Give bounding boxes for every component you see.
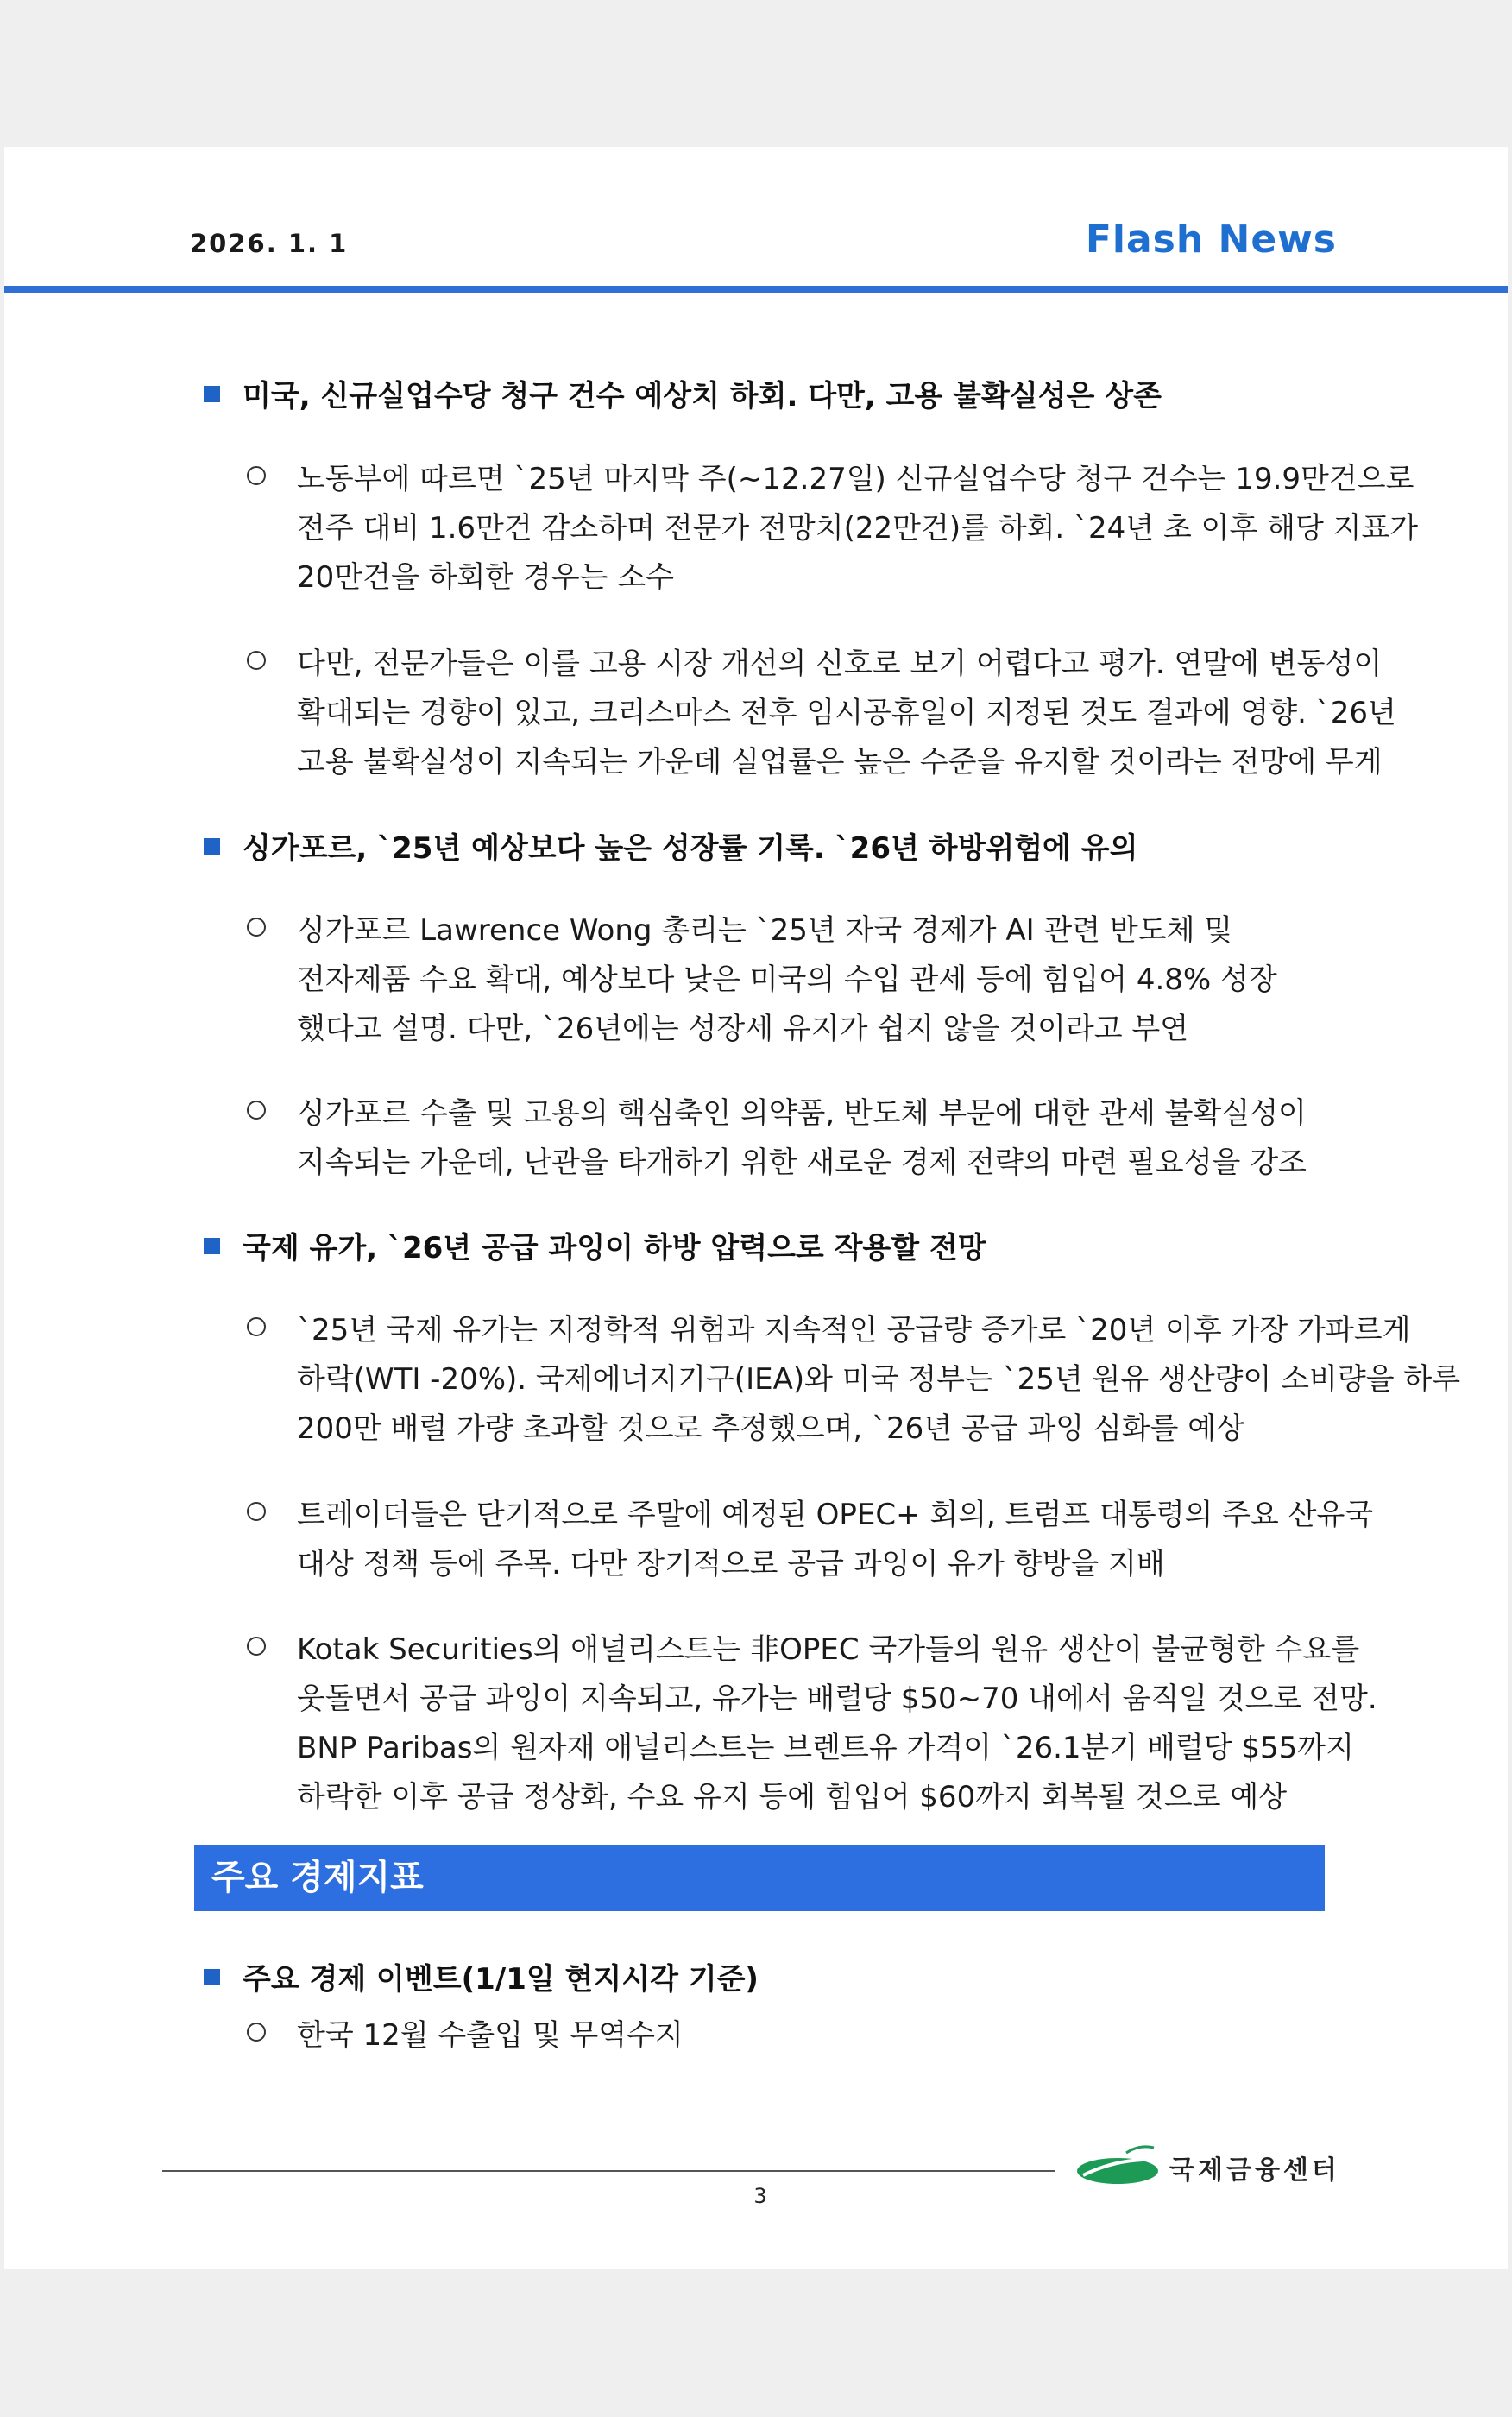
square-bullet-icon (204, 1969, 220, 1985)
bullet-line: 하락한 이후 공급 정상화, 수요 유지 등에 힘입어 $60까지 회복될 것으로 예상 (297, 1780, 1288, 1814)
bullet-item (247, 1625, 1377, 1822)
bullet-line: 200만 배럴 가량 초과할 것으로 추정했으며, `26년 공급 과잉 심화를 예상 (297, 1411, 1244, 1446)
bullet-line: 싱가포르 Lawrence Wong 총리는 `25년 자국 경제가 AI 관련 반도체 및 (297, 913, 1233, 948)
bullet-line: 고용 불확실성이 지속되는 가운데 실업률은 높은 수준을 유지할 것이라는 전망에 무게 (297, 745, 1383, 779)
bullet-line: 싱가포르 수출 및 고용의 핵심축인 의약품, 반도체 부문에 대한 관세 불확실성이 (297, 1096, 1307, 1131)
circle-bullet-icon (247, 1502, 266, 1521)
bullet-item (247, 906, 1331, 1054)
bullet-line: 했다고 설명. 다만, `26년에는 성장세 유지가 쉽지 않을 것이라고 부연 (297, 1012, 1189, 1046)
bullet-line: 노동부에 따르면 `25년 마지막 주(~12.27일) 신규실업수당 청구 건수는 19.9만건으로 (297, 462, 1414, 496)
bullet-line: 하락(WTI -20%). 국제에너지기구(IEA)와 미국 정부는 `25년 원유 생산량이 소비량을 하루 (297, 1362, 1461, 1397)
square-bullet-icon (204, 838, 220, 855)
bullet-item (247, 455, 1419, 603)
section-heading-events (204, 1955, 759, 1997)
bullet-line: `25년 국제 유가는 지정학적 위험과 지속적인 공급량 증가로 `20년 이후 가장 가파르게 (297, 1313, 1411, 1347)
bullet-line: Kotak Securities의 애널리스트는 非OPEC 국가들의 원유 생산이 불균형한 수요를 (297, 1632, 1360, 1667)
circle-bullet-icon (247, 2023, 266, 2042)
circle-bullet-icon (247, 918, 266, 937)
bullet-line: 전주 대비 1.6만건 감소하며 전문가 전망치(22만건)를 하회. `24년 초 이후 해당 지표가 (297, 511, 1419, 546)
square-bullet-icon (204, 1238, 220, 1254)
page-number: 3 (753, 2184, 767, 2208)
footer-logo-text: 국제금융센터 (1169, 2155, 1340, 2186)
bullet-item (247, 1491, 1374, 1589)
circle-bullet-icon (247, 1101, 266, 1120)
circle-bullet-icon (247, 1317, 266, 1336)
section-heading-text: 싱가포르, `25년 예상보다 높은 성장률 기록. `26년 하방위험에 유의 (243, 831, 1138, 866)
indicators-title-bar: 주요 경제지표 (194, 1845, 1325, 1911)
circle-bullet-icon (247, 1637, 266, 1656)
bullet-line: 한국 12월 수출입 및 무역수지 (297, 2018, 684, 2053)
bullet-line: 전자제품 수요 확대, 예상보다 낮은 미국의 수입 관세 등에 힘입어 4.8% 성장 (297, 962, 1277, 997)
report-date: 2026. 1. 1 (190, 229, 349, 258)
report-title: Flash News (1085, 218, 1337, 262)
section-heading-oil (204, 1224, 986, 1266)
bullet-line: 트레이더들은 단기적으로 주말에 예정된 OPEC+ 회의, 트럼프 대통령의 주요 산유국 (297, 1498, 1374, 1532)
section-heading-text: 주요 경제 이벤트(1/1일 현지시각 기준) (243, 1962, 759, 1997)
bullet-item (247, 1306, 1461, 1454)
header-divider (4, 286, 1508, 293)
section-heading-text: 미국, 신규실업수당 청구 건수 예상치 하회. 다만, 고용 불확실성은 상존 (243, 379, 1162, 413)
section-heading-singapore (204, 824, 1137, 867)
bullet-item (247, 2011, 1331, 2060)
bullet-line: 웃돌면서 공급 과잉이 지속되고, 유가는 배럴당 $50~70 내에서 움직일 것으로 전망. (297, 1682, 1377, 1716)
bullet-line: 확대되는 경향이 있고, 크리스마스 전후 임시공휴일이 지정된 것도 결과에 영향. `26년 (297, 696, 1396, 730)
footer-divider (162, 2170, 1055, 2172)
section-heading-text: 국제 유가, `26년 공급 과잉이 하방 압력으로 작용할 전망 (243, 1231, 986, 1265)
bullet-item (247, 1089, 1331, 1188)
bullet-line: 대상 정책 등에 주목. 다만 장기적으로 공급 과잉이 유가 향방을 지배 (297, 1547, 1165, 1581)
bullet-item (247, 640, 1396, 787)
section-heading-us-jobless (204, 372, 1162, 414)
bullet-line: 지속되는 가운데, 난관을 타개하기 위한 새로운 경제 전략의 마련 필요성을 강조 (297, 1145, 1307, 1180)
square-bullet-icon (204, 386, 220, 402)
circle-bullet-icon (247, 466, 266, 485)
bullet-line: 다만, 전문가들은 이를 고용 시장 개선의 신호로 보기 어렵다고 평가. 연말에 변동성이 (297, 647, 1383, 681)
bullet-line: BNP Paribas의 원자재 애널리스트는 브렌트유 가격이 `26.1분기 배럴당 $55까지 (297, 1731, 1354, 1765)
bullet-line: 20만건을 하회한 경우는 소수 (297, 560, 674, 595)
circle-bullet-icon (247, 651, 266, 670)
